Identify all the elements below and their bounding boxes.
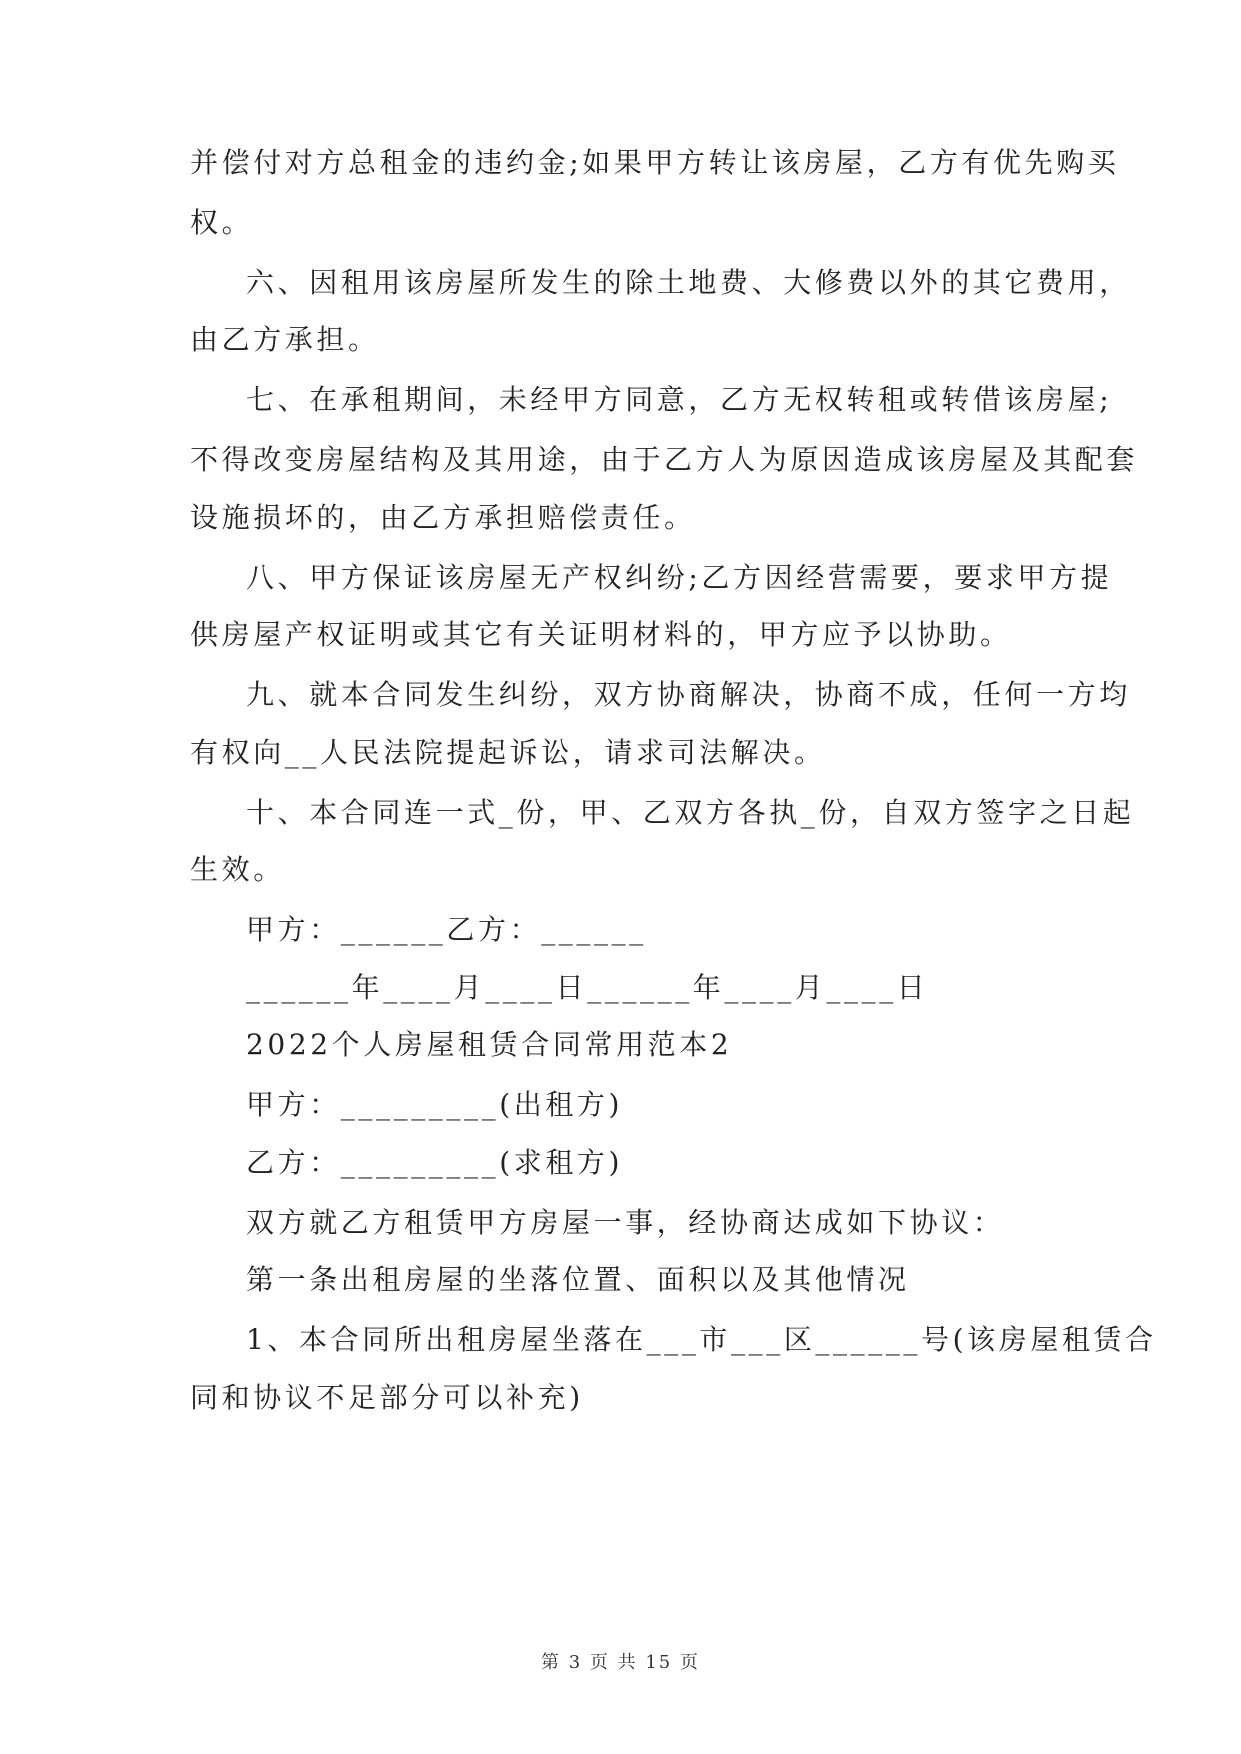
signature-dates: ______年____月____日______年____月____日 xyxy=(246,971,929,1004)
text-line-6: 不得改变房屋结构及其用途，由于乙方人为原因造成该房屋及其配套 xyxy=(190,443,1139,476)
clause-six: 六、因租用该房屋所发生的除土地费、大修费以外的其它费用， xyxy=(246,266,1131,299)
signature-parties: 甲方：______乙方：______ xyxy=(246,913,647,946)
text-line-22: 同和协议不足部分可以补充) xyxy=(190,1381,584,1414)
article-one-title: 第一条出租房屋的坐落位置、面积以及其他情况 xyxy=(246,1263,910,1296)
text-line-2: 权。 xyxy=(190,206,254,239)
section-title: 2022个人房屋租赁合同常用范本2 xyxy=(246,1028,733,1061)
clause-seven: 七、在承租期间，未经甲方同意，乙方无权转租或转借该房屋; xyxy=(246,383,1113,416)
text-line-7: 设施损坏的，由乙方承担赔偿责任。 xyxy=(190,501,696,534)
clause-nine: 九、就本合同发生纠纷，双方协商解决，协商不成，任何一方均 xyxy=(246,678,1131,711)
agreement-intro: 双方就乙方租赁甲方房屋一事，经协商达成如下协议： xyxy=(246,1206,1005,1239)
party-a-line: 甲方：_________(出租方) xyxy=(246,1088,624,1121)
page-number: 第 3 页 共 15 页 xyxy=(541,1652,700,1673)
article-one-item-1: 1、本合同所出租房屋坐落在___市___区______号(该房屋租赁合 xyxy=(246,1323,1157,1356)
clause-eight: 八、甲方保证该房屋无产权纠纷;乙方因经营需要，要求甲方提 xyxy=(246,561,1113,594)
clause-ten: 十、本合同连一式_份，甲、乙双方各执_份，自双方签字之日起 xyxy=(246,796,1135,829)
text-line-13: 生效。 xyxy=(190,853,285,886)
party-b-line: 乙方：_________(求租方) xyxy=(246,1146,624,1179)
text-line-9: 供房屋产权证明或其它有关证明材料的，甲方应予以协助。 xyxy=(190,618,1012,651)
text-line-11: 有权向__人民法院提起诉讼，请求司法解决。 xyxy=(190,736,826,769)
text-line-4: 由乙方承担。 xyxy=(190,323,380,356)
text-line-1: 并偿付对方总租金的违约金;如果甲方转让该房屋，乙方有优先购买 xyxy=(190,146,1120,179)
